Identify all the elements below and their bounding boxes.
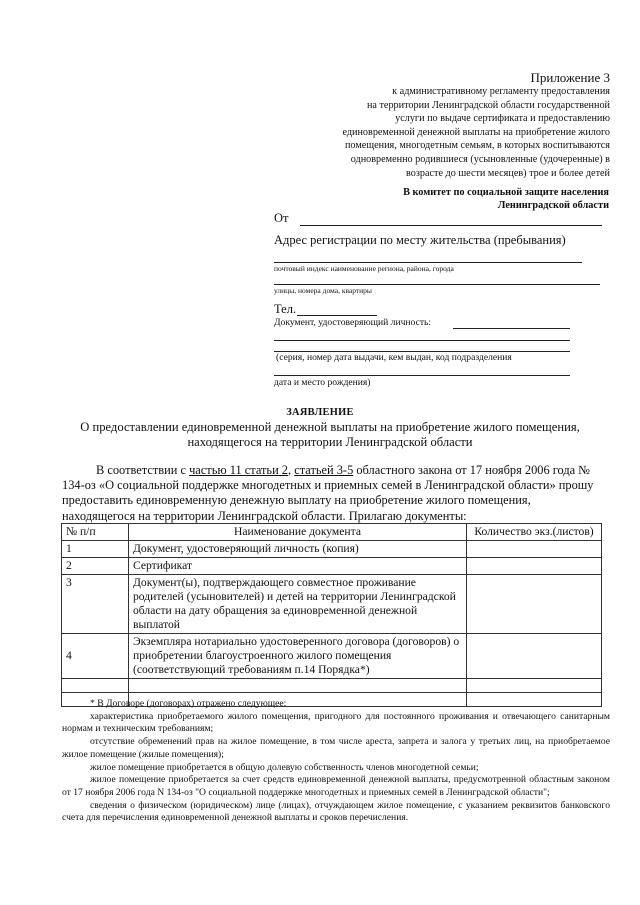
id-doc-field-line-1[interactable]: [453, 328, 570, 329]
addressee-line-2: Ленинградской области: [497, 200, 609, 211]
header-number: № п/п: [62, 524, 129, 541]
appendix-heading: Приложение 3: [530, 70, 610, 85]
address-hint-2: улицы, номера дома, квартиры: [274, 286, 372, 295]
address-field-line-1[interactable]: [274, 262, 582, 263]
appendix-line: помещения, многодетным семьям, в которых воспитываются: [344, 140, 610, 152]
table-row: [62, 634, 602, 679]
row-number: 3: [62, 575, 129, 634]
row-document: Документ(ы), подтверждающего совместное проживание родителей (усыновителей) и детей на территории Ленинградской области на дату обращения за единовременной денежной выплатой: [129, 575, 467, 634]
table-row-empty: [62, 679, 602, 693]
address-field-line-2[interactable]: [274, 284, 600, 285]
address-label: Адрес регистрации по месту жительства (пребывания): [274, 233, 566, 247]
body-rest: областного закона от 17 ноября 2006 года № 134-оз «О социальной поддержке многодетных и приемных семей в Ленинградской области» прошу предоставить единовременную денежную выплату на приобретение жилого помещения, находящегося на территории Ленинградской области. Прилагаю документы:: [62, 463, 594, 523]
footnote-item: отсутствие обременений прав на жилое помещение, в том числе ареста, запрета и залога у третьих лиц, на приобретаемое жилое помещение (жилые помещения);: [62, 736, 610, 760]
addressee: [309, 186, 609, 212]
id-doc-field-line-2[interactable]: [274, 340, 570, 341]
statement-body: [62, 463, 606, 524]
birth-hint: дата и место рождения): [274, 377, 371, 388]
row-number[interactable]: [62, 679, 129, 693]
from-label: От: [274, 211, 289, 225]
row-quantity-cell[interactable]: [467, 541, 602, 558]
appendix-line: единовременной денежной выплаты на приобретение жилого: [342, 126, 610, 138]
row-document: Документ, удостоверяющий личность (копия): [129, 541, 467, 558]
from-field-line[interactable]: [300, 225, 602, 226]
table-header-row: [62, 524, 602, 541]
body-separator: ,: [288, 463, 295, 477]
row-number: 1: [62, 541, 129, 558]
row-document: Экземпляра нотариально удостоверенного договора (договоров) о приобретении благоустроенного жилого помещения (соответствующий требованиям п.14 Порядка*): [129, 634, 467, 679]
row-document: Сертификат: [129, 558, 467, 575]
footnote-item: сведения о физическом (юридическом) лице (лицах), отчуждающем жилое помещение, с указанием реквизитов банковского счета для перечисления единовременной денежной выплаты и сроков перечисления.: [62, 799, 610, 824]
header-document-name: Наименование документа: [129, 524, 467, 541]
phone-label: Тел.: [274, 302, 297, 316]
id-doc-label: Документ, удостоверяющий личность:: [274, 317, 432, 328]
law-link-part-11[interactable]: частью 11 статьи 2: [189, 463, 288, 477]
phone-field-line[interactable]: [297, 315, 377, 316]
appendix-header: [280, 70, 610, 180]
appendix-line: услуги по выдаче сертификата и предоставлению: [395, 113, 610, 125]
table-row: [62, 575, 602, 634]
statement-subtitle: О предоставлении единовременной денежной выплаты на приобретение жилого помещения, находящегося на территории Ленинградской области: [80, 420, 580, 449]
appendix-line: к административному регламенту предоставления: [392, 86, 610, 97]
footnote-item: жилое помещение приобретается в общую долевую собственность членов многодетной семьи;: [90, 761, 479, 773]
footnote-item: жилое помещение приобретается за счет средств единовременной денежной выплаты, предусмотренной областным законом от 17 ноября 2006 года N 134-оз "О социальной поддержке многодетных и приемных семей в Ленинградской области";: [62, 774, 610, 798]
row-number: 2: [62, 558, 129, 575]
birth-field-line[interactable]: [274, 375, 570, 376]
row-quantity-cell[interactable]: [467, 634, 602, 679]
appendix-line: на территории Ленинградской области государственной: [366, 99, 610, 111]
documents-table: [61, 523, 602, 707]
row-quantity-cell[interactable]: [467, 558, 602, 575]
row-number: 4: [62, 634, 129, 679]
law-link-article-3-5[interactable]: статьей 3-5: [294, 463, 354, 477]
footnotes: [62, 698, 610, 825]
table-row: [62, 558, 602, 575]
footnote-item: характеристика приобретаемого жилого помещения, пригодного для постоянного проживания и отвечающего санитарным нормам и техническим требованиям;: [62, 710, 610, 735]
footnote-heading: * В Договоре (договорах) отражено следующее:: [90, 698, 287, 709]
header-quantity: Количество экз.(листов): [467, 524, 602, 541]
appendix-line: одновременно родившиеся (усыновленные (удочеренные) в: [350, 153, 610, 165]
row-quantity-cell[interactable]: [467, 679, 602, 693]
body-lead: В соответствии с: [96, 463, 190, 477]
table-row: [62, 541, 602, 558]
row-quantity-cell[interactable]: [467, 575, 602, 634]
addressee-line-1: В комитет по социальной защите населения: [403, 187, 609, 198]
row-document[interactable]: [129, 679, 467, 693]
statement-title: ЗАЯВЛЕНИЕ: [286, 407, 354, 418]
address-hint-1: почтовый индекс наименование региона, района, города: [274, 264, 454, 273]
appendix-line: возрасте до шести месяцев) трое и более детей: [406, 167, 610, 179]
id-doc-hint: (серия, номер дата выдачи, кем выдан, код подразделения: [276, 352, 512, 363]
